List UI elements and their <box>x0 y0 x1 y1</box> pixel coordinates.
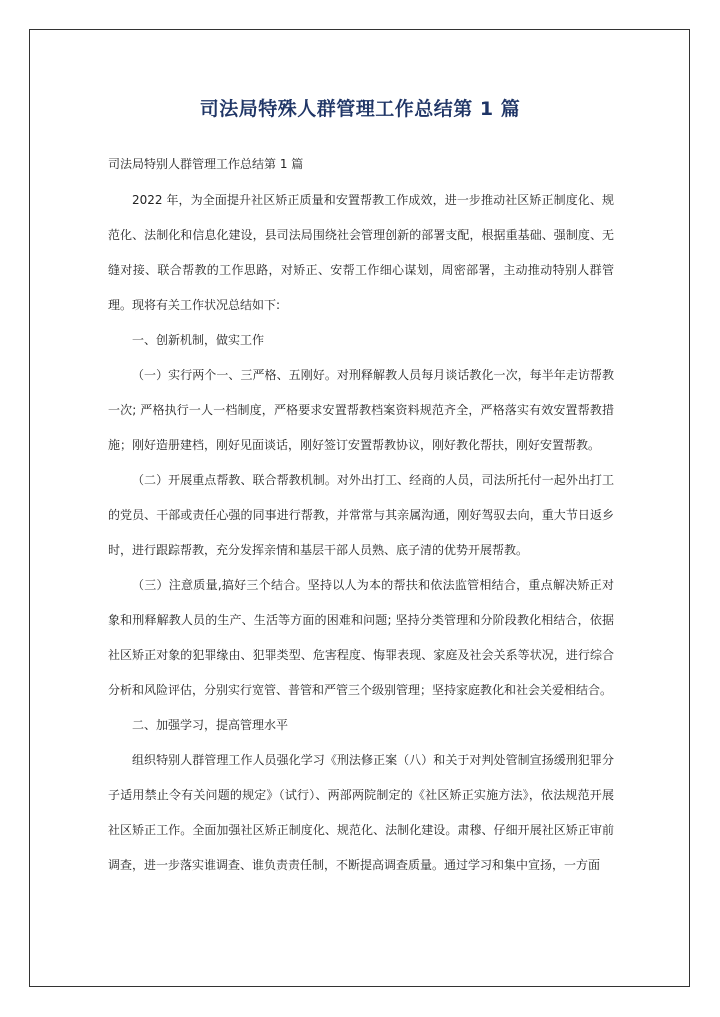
paragraph-study: 组织特别人群管理工作人员强化学习《刑法修正案（八）和关于对判处管制宣扬缓刑犯罪分子适用禁止令有关问题的规定》（试行）、两部两院制定的《社区矫正实施方法》，依法规范开展社区矫正工作。全面加强社区矫正制度化、规范化、法制化建设。肃穆、仔细开展社区矫正审前调查，进一步落实谁调查、谁负责责任制，不断提高调查质量。通过学习和集中宣扬，一方面 <box>108 753 614 872</box>
document-body <box>108 183 614 883</box>
paragraph-item-3: （三）注意质量,搞好三个结合。坚持以人为本的帮扶和依法监管相结合，重点解决矫正对象和刑释解教人员的生产、生活等方面的困难和问题; 坚持分类管理和分阶段教化相结合，依据社区矫正对象的犯罪缘由、犯罪类型、危害程度、悔罪表现、家庭及社会关系等状况，进行综合分析和风险评估，分别实行宽管、普管和严管三个级别管理；坚持家庭教化和社会关爱相结合。 <box>108 578 614 697</box>
document-subtitle: 司法局特别人群管理工作总结第 1 篇 <box>108 157 304 171</box>
paragraph-item-2: （二）开展重点帮教、联合帮教机制。对外出打工、经商的人员，司法所托付一起外出打工的党员、干部或责任心强的同事进行帮教，并常常与其亲属沟通，刚好驾驭去向，重大节日返乡时，进行跟踪帮教，充分发挥亲情和基层干部人员熟、底子清的优势开展帮教。 <box>108 473 614 557</box>
section-heading-1: 一、创新机制，做实工作 <box>132 333 265 347</box>
paragraph-item-1: （一）实行两个一、三严格、五刚好。对刑释解教人员每月谈话教化一次，每半年走访帮教一次; 严格执行一人一档制度，严格要求安置帮教档案资料规范齐全，严格落实有效安置帮教措施；刚好造册建档，刚好见面谈话，刚好签订安置帮教协议，刚好教化帮扶，刚好安置帮教。 <box>108 368 614 452</box>
paragraph-intro: 2022 年，为全面提升社区矫正质量和安置帮教工作成效，进一步推动社区矫正制度化、规范化、法制化和信息化建设，县司法局围绕社会管理创新的部署支配，根据重基础、强制度、无缝对接、联合帮教的工作思路，对矫正、安帮工作细心谋划，周密部署，主动推动特别人群管理。现将有关工作状况总结如下: <box>108 193 614 312</box>
document-title: 司法局特殊人群管理工作总结第 1 篇 <box>199 98 521 120</box>
section-heading-2: 二、加强学习，提高管理水平 <box>132 718 289 732</box>
